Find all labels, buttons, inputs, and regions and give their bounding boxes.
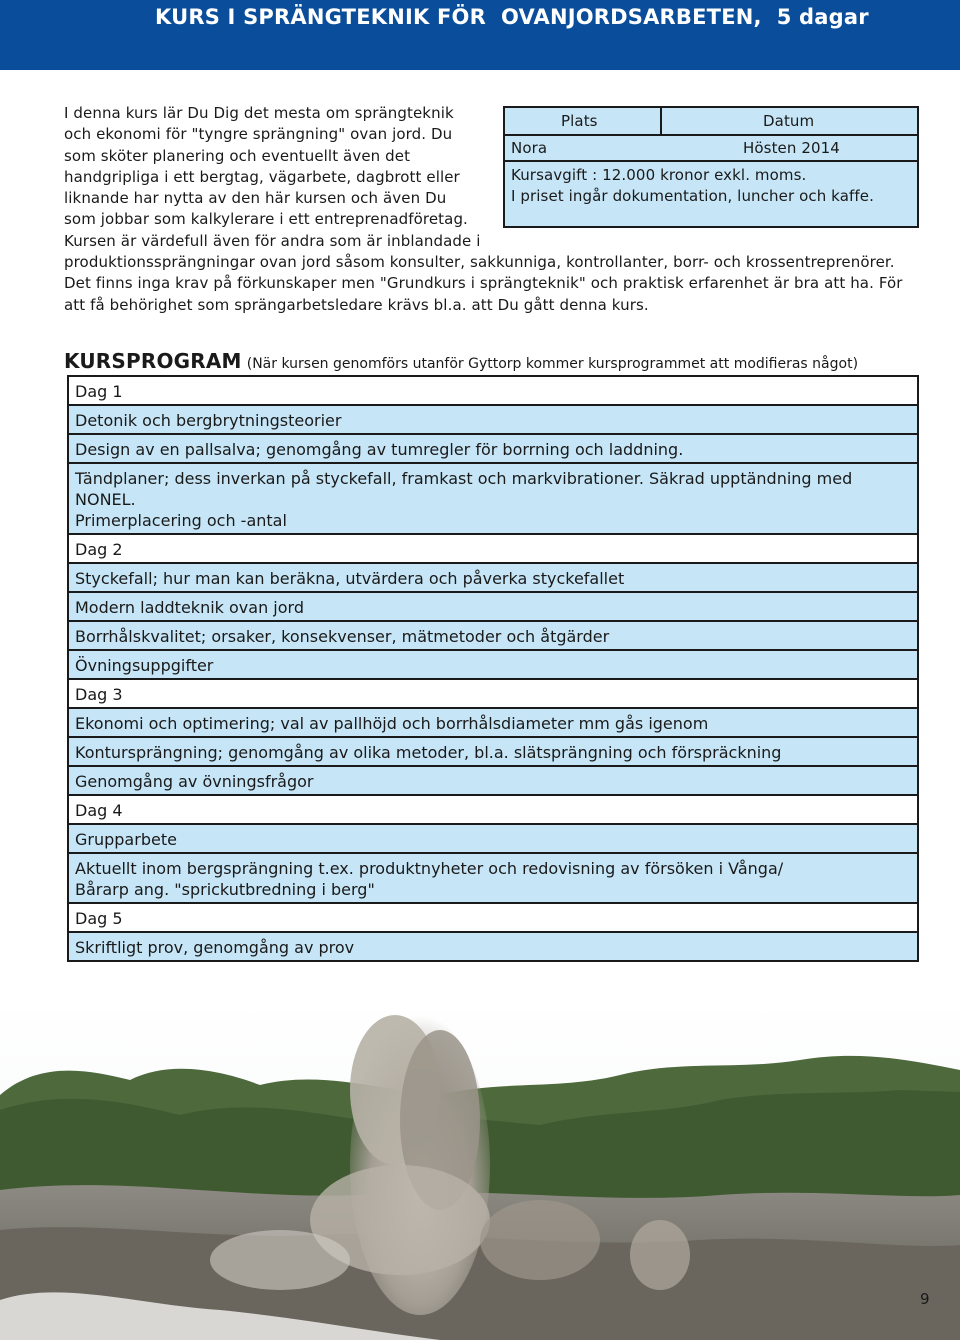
plats-header: Plats xyxy=(561,112,598,130)
program-topic-row: Ekonomi och optimering; val av pallhöjd och borrhålsdiameter mm gås igenom xyxy=(69,709,917,738)
datum-header: Datum xyxy=(763,112,815,130)
intro-section xyxy=(64,103,919,316)
program-topic-row: Aktuellt inom bergsprängning t.ex. produktnyheter och redovisning av försöken i Vånga/ Bårarp ang. "sprickutbredning i berg" xyxy=(69,854,917,904)
day-header-row: Dag 2 xyxy=(69,535,917,564)
blasting-photo xyxy=(0,1000,960,1340)
kursprogram-table xyxy=(67,375,919,962)
program-topic-row: Kontursprängning; genomgång av olika metoder, bl.a. slätsprängning och förspräckning xyxy=(69,738,917,767)
program-topic-row: Design av en pallsalva; genomgång av tumregler för borrning och laddning. xyxy=(69,435,917,464)
page-title: KURS I SPRÄNGTEKNIK FÖR OVANJORDSARBETEN, 5 dagar xyxy=(155,5,869,29)
page-header xyxy=(0,0,960,70)
page-number: 9 xyxy=(920,1290,930,1308)
day-header-row: Dag 1 xyxy=(69,377,917,406)
day-header-row: Dag 3 xyxy=(69,680,917,709)
kursprogram-title: KURSPROGRAM xyxy=(64,349,242,373)
program-topic-row: Modern laddteknik ovan jord xyxy=(69,593,917,622)
blast-image xyxy=(0,1000,960,1340)
program-topic-row: Övningsuppgifter xyxy=(69,651,917,680)
info-column-divider xyxy=(660,108,662,134)
program-topic-row: Styckefall; hur man kan beräkna, utvärdera och påverka styckefallet xyxy=(69,564,917,593)
kursprogram-note: (När kursen genomförs utanför Gyttorp kommer kursprogrammet att modifieras något) xyxy=(246,356,859,372)
day-header-row: Dag 5 xyxy=(69,904,917,933)
program-topic-row: Grupparbete xyxy=(69,825,917,854)
datum-value: Hösten 2014 xyxy=(743,139,840,157)
program-topic-row: Skriftligt prov, genomgång av prov xyxy=(69,933,917,960)
priset-text: I priset ingår dokumentation, luncher och kaffe. xyxy=(511,187,874,205)
day-header-row: Dag 4 xyxy=(69,796,917,825)
intro-paragraph: I denna kurs lär Du Dig det mesta om sprängteknik och ekonomi för "tyngre sprängning" ovan jord. Du som sköter planering och eventuellt även det handgripliga i ett bergtag, vägarbete, dagbrott eller liknande har nytta av den här kursen och även Du som jobbar som kalkylerare i ett entreprenadföretag. Kursen är värdefull även för andra som är inblandade i produktionssprängningar ovan jord såsom konsulter, sakkunniga, kontrollanter, borr- och krossentreprenörer. Det finns inga krav på förkunskaper men "Grundkurs i sprängteknik" och praktisk erfarenhet är bra att ha. För att få behörighet som sprängarbetsledare krävs bl.a. att Du gått denna kurs. xyxy=(64,104,903,314)
program-topic-row: Detonik och bergbrytningsteorier xyxy=(69,406,917,435)
program-topic-row: Borrhålskvalitet; orsaker, konsekvenser, mätmetoder och åtgärder xyxy=(69,622,917,651)
program-topic-row: Tändplaner; dess inverkan på styckefall, framkast och markvibrationer. Säkrad upptändning med NONEL. Primerplacering och -antal xyxy=(69,464,917,535)
program-topic-row: Genomgång av övningsfrågor xyxy=(69,767,917,796)
info-location-row xyxy=(505,134,917,162)
kursprogram-heading xyxy=(64,349,858,373)
kursavgift-text: Kursavgift : 12.000 kronor exkl. moms. xyxy=(511,166,807,184)
course-info-box xyxy=(503,106,919,228)
plats-value: Nora xyxy=(511,139,548,157)
